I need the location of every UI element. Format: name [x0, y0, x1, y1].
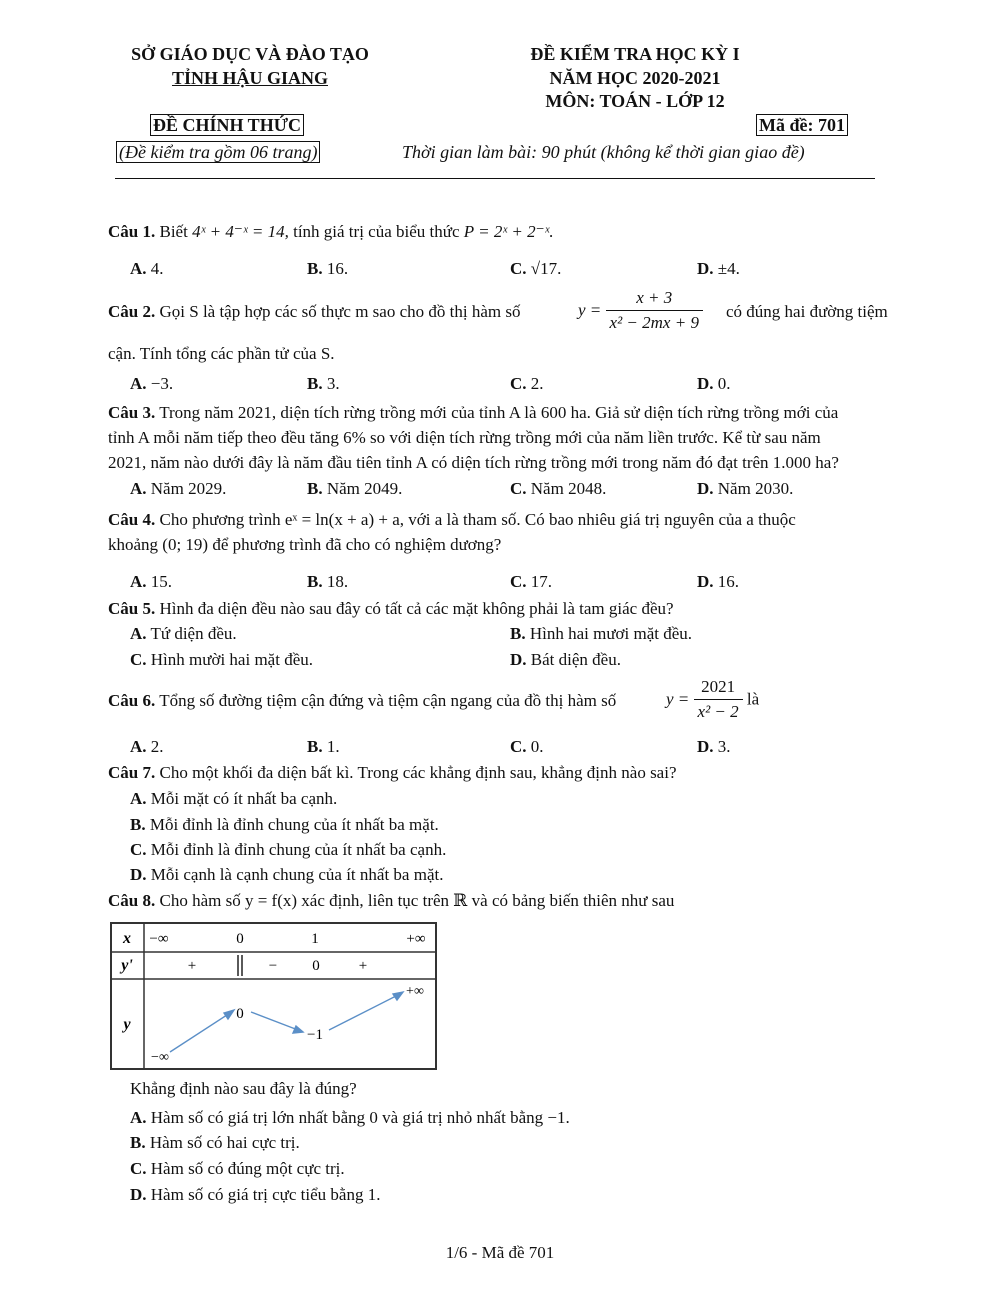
q8-prompt: Khẳng định nào sau đây là đúng?	[130, 1079, 357, 1098]
q2-stem-line2: cận. Tính tổng các phần tử của S.	[108, 344, 335, 363]
q1-option-b: B. 16.	[307, 259, 349, 278]
school-year: NĂM HỌC 2020-2021	[549, 68, 721, 88]
q2-stem-line1: Câu 2. Gọi S là tập hợp các số thực m sao cho đồ thị hàm số	[108, 302, 521, 321]
dept-name: SỞ GIÁO DỤC VÀ ĐÀO TẠO	[131, 44, 369, 64]
q8-option-d: D. Hàm số có giá trị cực tiểu bằng 1.	[130, 1185, 381, 1204]
y-value-neg1: −1	[307, 1027, 323, 1043]
q7-stem: Câu 7. Cho một khối đa diện bất kì. Trong các khẳng định sau, khẳng định nào sai?	[108, 763, 677, 782]
q2-option-b: B. 3.	[307, 374, 340, 393]
y-row-label: y	[123, 1016, 131, 1033]
y-value-0: 0	[236, 1006, 244, 1022]
q6-option-c: C. 0.	[510, 737, 544, 756]
q2-stem-tail: có đúng hai đường tiệm	[726, 302, 888, 321]
q4-stem-line1: Câu 4. Cho phương trình eˣ = ln(x + a) + a, với a là tham số. Có bao nhiêu giá trị nguyên của a thuộc	[108, 510, 796, 529]
q3-option-d: D. Năm 2030.	[697, 479, 794, 498]
arrow-up-1	[170, 1013, 230, 1052]
exam-code: Mã đề: 701	[756, 114, 848, 136]
time-note: Thời gian làm bài: 90 phút (không kể thời gian giao đề)	[402, 142, 805, 162]
q6-option-b: B. 1.	[307, 737, 340, 756]
arrow-up-2	[329, 995, 398, 1030]
y-value-neg-inf: −∞	[151, 1050, 169, 1065]
yprime-zero: 0	[312, 958, 320, 974]
arrow-head-1	[224, 1010, 234, 1019]
q3-stem-line3: 2021, năm nào dưới đây là năm đầu tiên tỉnh A có diện tích rừng trồng mới trong năm đó đạt trên 1.000 ha?	[108, 453, 839, 472]
y-value-pos-inf: +∞	[406, 984, 424, 999]
arrow-head-2	[293, 1026, 303, 1033]
q5-option-c: C. Hình mười hai mặt đều.	[130, 650, 313, 669]
province-name: TỈNH HẬU GIANG	[171, 68, 328, 88]
q6-fraction: y = $\frac{2021}{\text{x² − 2}}$ là	[666, 677, 760, 721]
subject: MÔN: TOÁN - LỚP 12	[545, 91, 725, 111]
q3-option-a: A. Năm 2029.	[130, 479, 227, 498]
x-value-pos-inf: +∞	[406, 931, 426, 947]
q2-option-a: A. −3.	[130, 374, 174, 393]
arrow-down	[251, 1012, 298, 1030]
q4-option-c: C. 17.	[510, 572, 553, 591]
q2-option-c: C. 2.	[510, 374, 544, 393]
q2-option-d: D. 0.	[697, 374, 731, 393]
x-value-0: 0	[236, 931, 244, 947]
q3-option-c: C. Năm 2048.	[510, 479, 607, 498]
exam-title: ĐỀ KIỂM TRA HỌC KỲ I	[530, 44, 740, 64]
q1-option-a: A. 4.	[130, 259, 164, 278]
q3-stem-line1: Câu 3. Trong năm 2021, diện tích rừng trồng mới của tỉnh A là 600 ha. Giả sử diện tích rừng trồng mới của	[108, 403, 839, 422]
q2-fraction: y = $\frac{x + 3}{\text{x² − 2mx + 9}}$	[578, 288, 703, 333]
q6-stem: Câu 6. Tổng số đường tiệm cận đứng và tiệm cận ngang của đồ thị hàm số	[108, 691, 617, 710]
q5-option-b: B. Hình hai mươi mặt đều.	[510, 624, 693, 643]
q7-option-c: C. Mỗi đỉnh là đỉnh chung của ít nhất ba cạnh.	[130, 840, 447, 859]
arrow-head-3	[393, 992, 403, 1000]
x-value-neg-inf: −∞	[149, 931, 169, 947]
yprime-sign-3: +	[358, 958, 368, 974]
q1-option-d: D. ±4.	[697, 259, 740, 278]
q3-option-b: B. Năm 2049.	[307, 479, 403, 498]
official-badge: ĐỀ CHÍNH THỨC	[150, 114, 304, 136]
q1-stem: Câu 1. Biết 4ˣ + 4⁻ˣ = 14, tính giá trị của biểu thức P = 2ˣ + 2⁻ˣ.	[108, 222, 554, 241]
pages-note: (Đề kiểm tra gồm 06 trang)	[116, 141, 320, 163]
q5-option-d: D. Bát diện đều.	[510, 650, 621, 669]
q7-option-a: A. Mỗi mặt có ít nhất ba cạnh.	[130, 789, 338, 808]
q4-option-d: D. 16.	[697, 572, 740, 591]
q6-option-d: D. 3.	[697, 737, 731, 756]
q4-stem-line2: khoảng (0; 19) để phương trình đã cho có nghiệm dương?	[108, 535, 502, 554]
x-row-label: x	[123, 930, 131, 947]
q8-option-a: A. Hàm số có giá trị lớn nhất bằng 0 và giá trị nhỏ nhất bằng −1.	[130, 1108, 570, 1127]
yprime-row-label: y'	[121, 957, 133, 974]
q8-stem: Câu 8. Cho hàm số y = f(x) xác định, liên tục trên ℝ và có bảng biến thiên như sau	[108, 891, 675, 910]
q7-option-b: B. Mỗi đỉnh là đỉnh chung của ít nhất ba mặt.	[130, 815, 439, 834]
q4-option-b: B. 18.	[307, 572, 349, 591]
q5-option-a: A. Tứ diện đều.	[130, 624, 237, 643]
page-footer: 1/6 - Mã đề 701	[445, 1243, 555, 1262]
q6-option-a: A. 2.	[130, 737, 164, 756]
header-rule	[115, 178, 875, 179]
q8-option-b: B. Hàm số có hai cực trị.	[130, 1133, 300, 1152]
yprime-sign-2: −	[268, 958, 278, 974]
yprime-sign-1: +	[187, 958, 197, 974]
q1-option-c: C. √17.	[510, 259, 562, 278]
x-value-1: 1	[311, 931, 319, 947]
variation-table	[110, 922, 438, 1072]
q8-option-c: C. Hàm số có đúng một cực trị.	[130, 1159, 345, 1178]
q3-stem-line2: tỉnh A mỗi năm tiếp theo đều tăng 6% so với diện tích rừng trồng mới của năm liền trước. Kể từ sau năm	[108, 428, 821, 447]
q7-option-d: D. Mỗi cạnh là cạnh chung của ít nhất ba mặt.	[130, 865, 444, 884]
q4-option-a: A. 15.	[130, 572, 173, 591]
q5-stem: Câu 5. Hình đa diện đều nào sau đây có tất cả các mặt không phải là tam giác đều?	[108, 599, 674, 618]
